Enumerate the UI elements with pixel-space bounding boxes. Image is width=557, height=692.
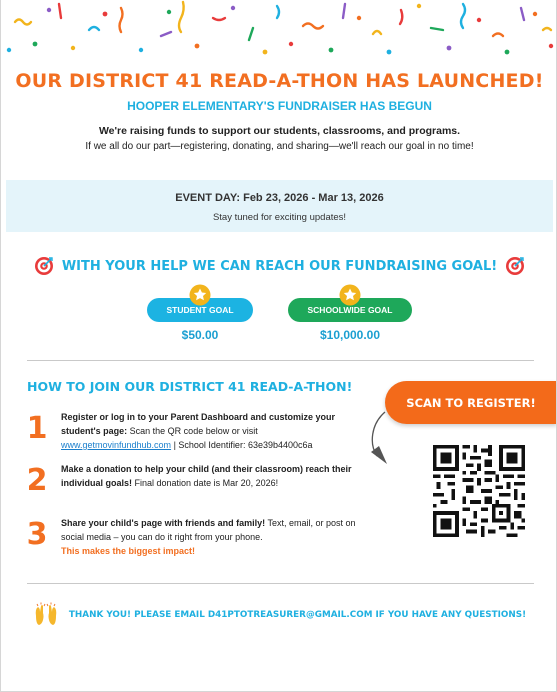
student-goal-amount: $50.00 (181, 328, 219, 342)
event-banner (6, 180, 553, 232)
step-number-2 (23, 462, 51, 494)
qr-code[interactable] (433, 445, 525, 537)
join-heading: HOW TO JOIN OUR DISTRICT 41 READ-A-THON! (27, 379, 353, 394)
section-divider (27, 583, 534, 584)
step-number-1 (23, 410, 51, 442)
student-goal-badge: STUDENT GOAL (147, 298, 253, 322)
step-1 (23, 410, 363, 458)
target-icon (505, 256, 525, 276)
page-subtitle: HOOPER ELEMENTARY'S FUNDRAISER HAS BEGUN (127, 99, 432, 113)
confetti-decoration (1, 0, 557, 62)
schoolwide-goal-amount: $10,000.00 (319, 328, 381, 342)
arrow-icon (365, 410, 411, 472)
thank-you-line (1, 602, 557, 628)
goal-heading (1, 256, 557, 276)
schoolwide-goal-badge: SCHOOLWIDE GOAL (288, 298, 412, 322)
step-2-text: Make a donation to help your child (and their classroom) reach their individual goals! Final donation date is Mar 20, 2026! (61, 464, 352, 488)
step-3-text: Share your child's page with friends and family! Text, email, or post on social media – you can do it right from your phone. This makes the biggest impact! (61, 518, 356, 556)
goal-heading-text: WITH YOUR HELP WE CAN REACH OUR FUNDRAISING GOAL! (61, 258, 498, 274)
target-icon (34, 256, 54, 276)
event-subtitle: Stay tuned for exciting updates! (212, 212, 347, 223)
page-title: OUR DISTRICT 41 READ-A-THON HAS LAUNCHED! (15, 70, 544, 92)
svg-text:1: 1 (26, 411, 48, 442)
raised-hands-icon (33, 602, 59, 628)
scan-to-register-button[interactable]: SCAN TO REGISTER! (385, 381, 557, 424)
star-icon (339, 284, 361, 306)
event-dates: EVENT DAY: Feb 23, 2026 - Mar 13, 2026 (175, 192, 384, 204)
fundhub-link[interactable]: www.getmovinfundhub.com (61, 440, 172, 450)
section-divider (27, 360, 534, 361)
schoolwide-goal (288, 284, 412, 342)
thank-you-text: THANK YOU! PLEASE EMAIL D41PTOTREASURER@GMAIL.COM IF YOU HAVE ANY QUESTIONS! (68, 610, 527, 620)
impact-note: This makes the biggest impact! (61, 546, 196, 556)
step-2 (23, 462, 363, 510)
intro-bold-text: We're raising funds to support our students, classrooms, and programs. (98, 125, 461, 137)
step-number-3 (23, 516, 51, 548)
star-icon (189, 284, 211, 306)
svg-text:3: 3 (26, 517, 48, 548)
student-goal (147, 284, 253, 342)
step-3 (23, 516, 363, 564)
intro-text: If we all do our part—registering, donating, and sharing—we'll reach our goal in no time! (85, 141, 474, 152)
step-1-text: Register or log in to your Parent Dashboard and customize your student's page: Scan the QR code below or visit www.getmovinfundhub.com | School Identifier: 63e39b4400c6a (61, 412, 336, 450)
svg-text:2: 2 (26, 463, 48, 494)
